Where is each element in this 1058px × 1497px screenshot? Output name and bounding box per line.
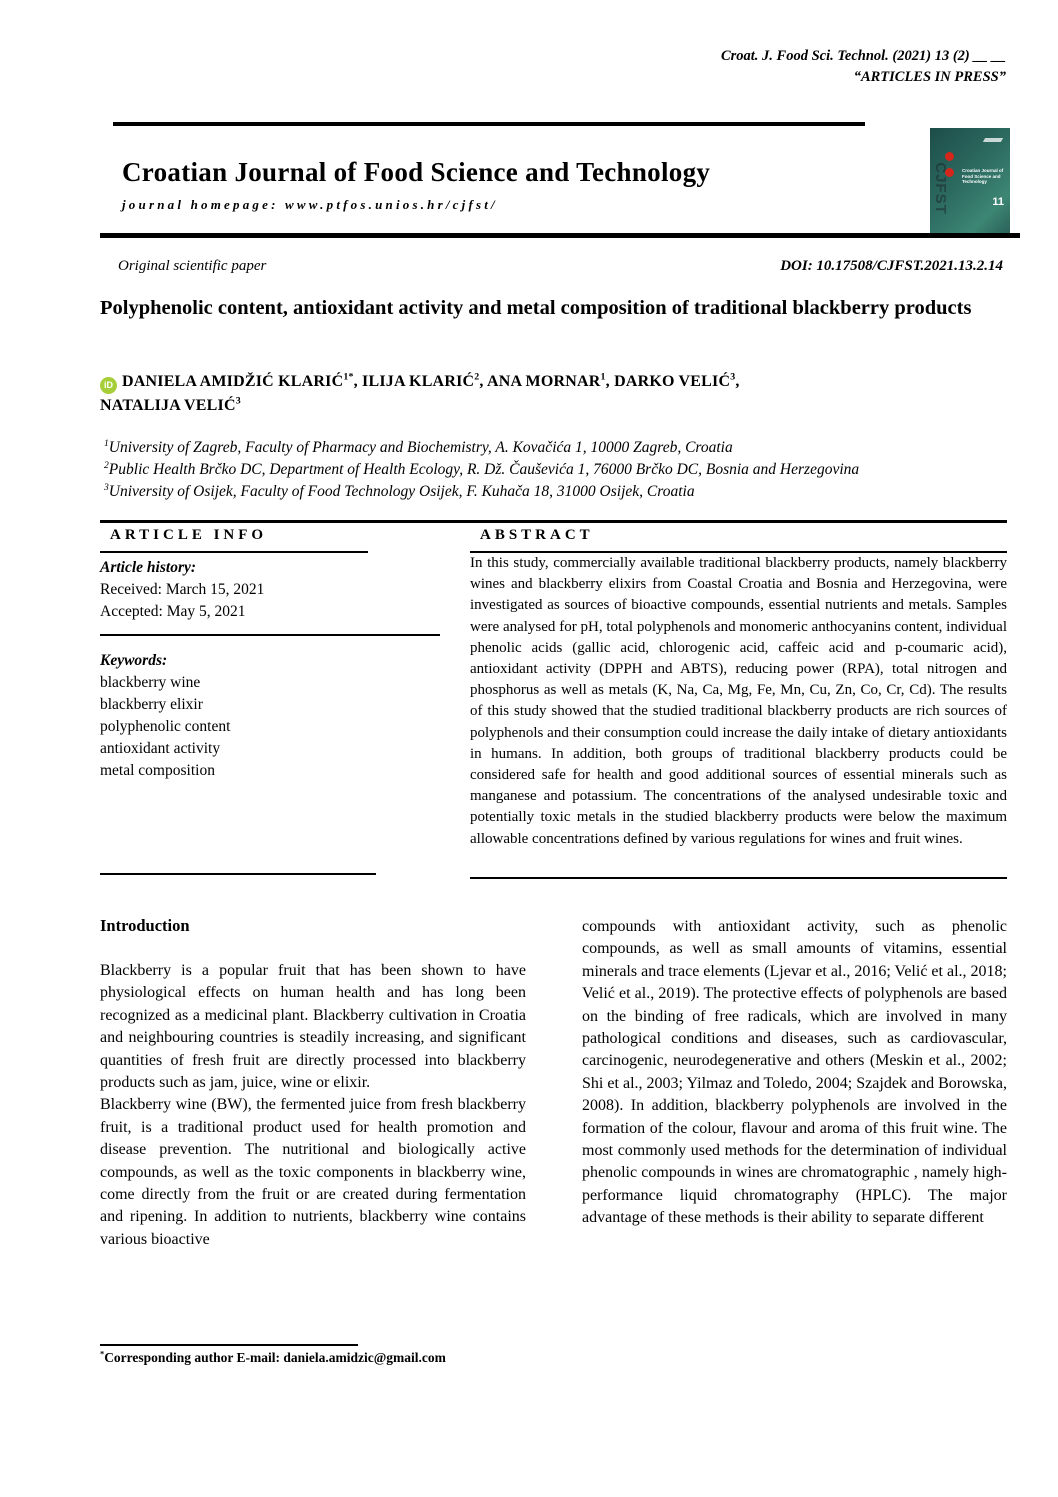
affiliation-line [104, 437, 1007, 459]
article-info-bottom-rule [100, 873, 376, 875]
articles-in-press-label: “ARTICLES IN PRESS” [853, 69, 1006, 85]
accepted-date: Accepted: May 5, 2021 [100, 603, 246, 620]
author-name: DARKO VELIĆ [614, 373, 731, 390]
journal-homepage-link[interactable]: journal homepage: www.ptfos.unios.hr/cjfst/ [122, 197, 498, 212]
running-head-citation: Croat. J. Food Sci. Technol. (2021) 13 (2) __ __ [720, 48, 1006, 64]
abstract-heading: ABSTRACT [480, 527, 594, 543]
keyword-item: metal composition [100, 762, 215, 779]
cover-red-dot-icon [945, 152, 954, 161]
keyword-item: polyphenolic content [100, 718, 231, 735]
author-superscript: 2 [474, 371, 480, 383]
author-name: ANA MORNAR [486, 373, 601, 390]
footnote-text[interactable]: Corresponding author E-mail: daniela.amidzic@gmail.com [104, 1350, 446, 1365]
cover-title: Croatian Journal of Food Science and Technology [962, 168, 1004, 184]
abstract-text: In this study, commercially available traditional blackberry products, namely blackberry wines and blackberry elixirs from Coastal Croatia and Bosnia and Herzegovina, were investigated as sources of bioactive compounds, essential nutrients and metals. Samples were analysed for pH, total polyphenols and monomeric anthocyanins content, individual phenolic acids (gallic acid, chlorogenic acid, caffeic acid and p-coumaric acid), antioxidant activity (DPPH and ABTS), reducing power (RPA), total nitrogen and phosphorus as well as metals (K, Na, Ca, Mg, Fe, Mn, Cu, Zn, Co, Cr, Cd). The results of this study showed that the studied traditional blackberry products are rich sources of polyphenols and their consumption could increase the daily intake of dietary antioxidants in humans. In addition, both groups of traditional blackberry products could be considered safe for health and good additional sources of essential minerals such as manganese and potassium. The concentrations of the analysed undesirable toxic and potentially toxic metals in the studied blackberry products were below the maximum allowable concentrations defined by various regulations for wines and fruit wines. [470, 555, 1007, 847]
cover-issue-number: 11 [992, 196, 1004, 208]
article-history-label: Article history: [100, 559, 197, 576]
intro-left-column [100, 916, 526, 1251]
paper-title: Polyphenolic content, antioxidant activity and metal composition of traditional blackberry products [100, 297, 972, 319]
author-list [100, 370, 1007, 418]
affiliation-text: University of Osijek, Faculty of Food Technology Osijek, F. Kuhača 18, 31000 Osijek, Croatia [108, 483, 695, 500]
cover-acronym: CJFST [931, 162, 949, 215]
author-separator: , [735, 373, 740, 390]
intro-continuation-text: compounds with antioxidant activity, such as phenolic compounds, as well as small amounts of vitamins, essential minerals and trace elements (Ljevar et al., 2016; Velić et al., 2018; Velić et al., 2019). The protective effects of polyphenols are based on the binding of free radicals, which are involved in many pathological conditions and diseases, such as cardiovascular, carcinogenic, neurodegenerative and others (Meskin et al., 2002; Shi et al., 2003; Yilmaz and Toledo, 2004; Szajdek and Borowska, 2008). In addition, blackberry polyphenols are involved in the formation of the colour, flavour and aroma of this fruit wine. The most commonly used methods for the determination of individual phenolic compounds in wines are chromatographic , namely high- performance liquid chromatography (HPLC). The major advantage of these methods is their ability to separate different [582, 918, 1007, 1227]
article-type-label: Original scientific paper [118, 258, 267, 274]
introduction-heading: Introduction [100, 916, 190, 935]
footnote-rule [100, 1344, 358, 1346]
author-superscript: 3 [730, 371, 736, 383]
doi-link[interactable]: DOI: 10.17508/CJFST.2021.13.2.14 [780, 258, 1003, 274]
intro-paragraph: Blackberry is a popular fruit that has been shown to have physiological effects on human health and has long been recognized as a medicinal plant. Blackberry cultivation in Croatia and neighbouring countries is steadily increasing, and significant quantities of fresh fruit are directly processed into blackberry products such as jam, juice, wine or elixir. [100, 962, 526, 1092]
article-info-heading: ARTICLE INFO [110, 527, 268, 543]
affiliation-text: Public Health Brčko DC, Department of Health Ecology, R. Dž. Čauševića 1, 76000 Brčko DC, Bosnia and Herzegovina [108, 461, 860, 478]
keywords-label: Keywords: [100, 652, 168, 669]
abstract-bottom-rule [470, 877, 1007, 879]
intro-paragraph: Blackberry wine (BW), the fermented juice from fresh blackberry fruit, is a traditional product used for health promotion and disease prevention. The nutritional and biologically active compounds, as well as the toxic components in blackberry wine, come directly from the fruit or are created during fermentation and ripening. In addition to nutrients, blackberry wine contains various bioactive [100, 1096, 526, 1248]
affiliation-superscript: 1 [104, 437, 109, 449]
received-date: Received: March 15, 2021 [100, 581, 265, 598]
running-head [721, 46, 1006, 88]
header-top-rule [113, 122, 865, 126]
article-history-block [100, 557, 460, 623]
affiliation-superscript: 3 [104, 481, 109, 493]
author-superscript: 1 [600, 371, 606, 383]
author-name: ILIJA KLARIĆ [362, 373, 475, 390]
author-superscript: 1* [343, 371, 354, 383]
affiliation-line [104, 459, 1007, 481]
author-name: NATALIJA VELIĆ [100, 397, 236, 414]
author-separator: , [479, 373, 487, 390]
author-separator: , [353, 373, 363, 390]
affiliation-line [104, 481, 1007, 503]
header-bottom-rule [100, 233, 1020, 238]
cover-gleam-decoration [983, 138, 1003, 142]
keywords-block [100, 650, 460, 782]
footnote-asterisk: * [100, 1349, 105, 1359]
keyword-item: blackberry wine [100, 674, 201, 691]
journal-title: Croatian Journal of Food Science and Technology [122, 157, 711, 187]
intro-right-column [582, 916, 1007, 1230]
journal-cover-thumbnail [930, 128, 1010, 234]
article-info-panel [100, 527, 460, 782]
keyword-item: antioxidant activity [100, 740, 221, 757]
author-line-2 [100, 394, 1007, 418]
author-superscript: 3 [235, 395, 241, 407]
author-line-1 [100, 370, 1007, 394]
affiliation-list [104, 437, 1007, 503]
author-name: DANIELA AMIDŽIĆ KLARIĆ [122, 373, 344, 390]
author-separator: , [605, 373, 615, 390]
info-table-top-rule [100, 520, 1007, 523]
orcid-icon[interactable]: iD [100, 377, 117, 394]
affiliation-text: University of Zagreb, Faculty of Pharmacy and Biochemistry, A. Kovačića 1, 10000 Zagreb, Croatia [108, 439, 733, 456]
abstract-panel [470, 527, 1007, 850]
corresponding-author-footnote [100, 1350, 446, 1366]
affiliation-superscript: 2 [104, 459, 109, 471]
keyword-item: blackberry elixir [100, 696, 203, 713]
